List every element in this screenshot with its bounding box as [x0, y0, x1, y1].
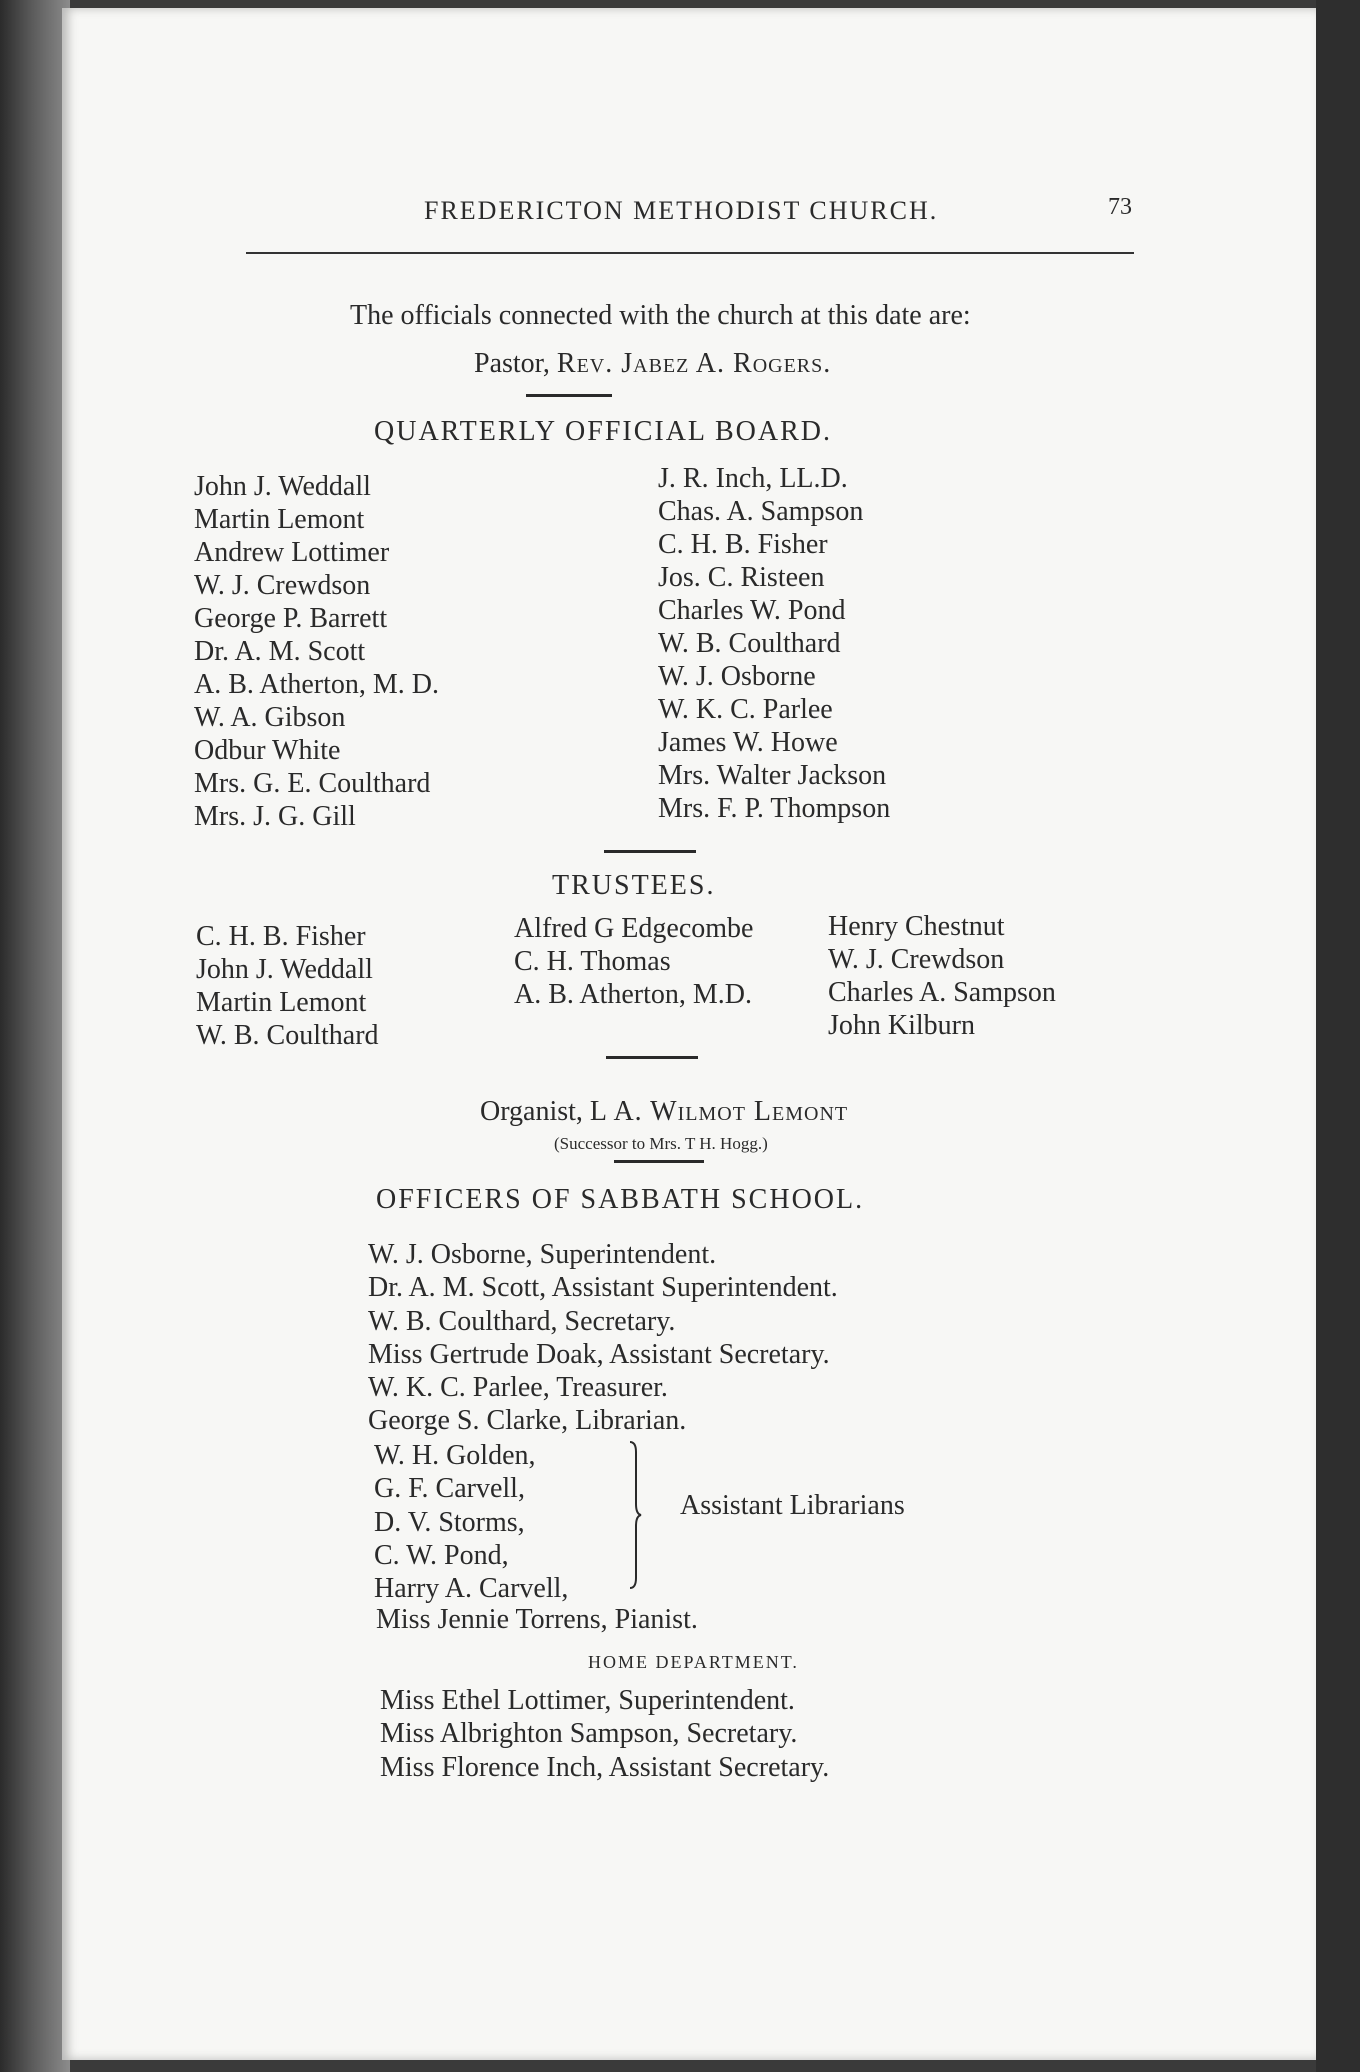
list-item: W. B. Coulthard — [658, 628, 841, 659]
list-item: A. B. Atherton, M. D. — [194, 669, 439, 700]
list-item: Andrew Lottimer — [194, 537, 390, 568]
list-item: Mrs. G. E. Coulthard — [194, 768, 431, 799]
home-department-officers — [380, 1684, 829, 1784]
pastor-label: Pastor, — [474, 348, 550, 379]
header-rule — [246, 252, 1134, 254]
trustees-column-1 — [196, 920, 379, 1052]
list-item: W. J. Crewdson — [194, 570, 371, 601]
scan-right-edge — [1316, 0, 1360, 2072]
organist-label: Organist, — [480, 1096, 583, 1127]
list-item: Miss Gertrude Doak, Assistant Secretary. — [368, 1338, 830, 1370]
list-item: C. H. B. Fisher — [196, 921, 366, 952]
list-item: W. J. Crewdson — [828, 944, 1005, 975]
list-item: George S. Clarke, Librarian. — [368, 1405, 687, 1437]
list-item: Martin Lemont — [194, 504, 365, 535]
list-item: Dr. A. M. Scott, Assistant Superintendent. — [368, 1272, 838, 1304]
list-item: J. R. Inch, LL.D. — [658, 463, 848, 494]
section-divider — [606, 1056, 698, 1059]
list-item: W. H. Golden, — [374, 1440, 536, 1471]
curly-brace-icon — [628, 1440, 642, 1590]
list-item: Alfred G Edgecombe — [514, 913, 754, 944]
list-item: John J. Weddall — [194, 471, 371, 502]
list-item: Chas. A. Sampson — [658, 496, 864, 527]
document-page — [62, 8, 1316, 2060]
list-item: W. J. Osborne — [658, 661, 816, 692]
list-item: Miss Ethel Lottimer, Superintendent. — [380, 1685, 795, 1716]
list-item: G. F. Carvell, — [374, 1473, 525, 1505]
list-item: W. B. Coulthard, Secretary. — [368, 1305, 676, 1337]
pastor-name: Rev. Jabez A. Rogers. — [556, 348, 832, 379]
list-item: D. V. Storms, — [374, 1506, 525, 1538]
list-item: W. B. Coulthard — [196, 1020, 379, 1051]
organist-line — [480, 1096, 848, 1128]
list-item: W. A. Gibson — [194, 702, 346, 733]
list-item: John J. Weddall — [196, 954, 373, 985]
quarterly-board-left-column — [194, 470, 439, 833]
list-item: James W. Howe — [658, 727, 838, 758]
running-header: FREDERICTON METHODIST CHURCH. — [424, 196, 939, 225]
assistant-librarians-label: Assistant Librarians — [680, 1490, 905, 1521]
list-item: Odbur White — [194, 735, 341, 766]
list-item: Miss Albrighton Sampson, Secretary. — [380, 1718, 798, 1750]
list-item: Charles W. Pond — [658, 595, 846, 626]
pianist-line: Miss Jennie Torrens, Pianist. — [376, 1604, 698, 1635]
list-item: Henry Chestnut — [828, 911, 1005, 942]
list-item: John Kilburn — [828, 1010, 975, 1041]
pastor-line — [474, 348, 831, 380]
list-item: W. K. C. Parlee — [658, 694, 833, 725]
scan-binding-shadow — [0, 0, 70, 2072]
list-item: C. H. B. Fisher — [658, 529, 828, 560]
sabbath-school-officers — [368, 1238, 838, 1438]
page-number: 73 — [1108, 194, 1132, 220]
intro-text: The officials connected with the church at this date are: — [350, 300, 971, 331]
list-item: Miss Florence Inch, Assistant Secretary. — [380, 1751, 830, 1783]
organist-note: (Successor to Mrs. T H. Hogg.) — [554, 1134, 768, 1153]
section-divider — [526, 394, 612, 397]
list-item: Jos. C. Risteen — [658, 562, 825, 593]
list-item: Harry A. Carvell, — [374, 1573, 569, 1605]
list-item: Martin Lemont — [196, 987, 367, 1018]
home-department-title: HOME DEPARTMENT. — [588, 1652, 799, 1672]
section-divider — [604, 850, 696, 853]
list-item: C. W. Pond, — [374, 1539, 509, 1571]
sabbath-school-title: OFFICERS OF SABBATH SCHOOL. — [376, 1184, 865, 1215]
assistant-librarians-list — [374, 1439, 568, 1605]
list-item: Charles A. Sampson — [828, 977, 1056, 1008]
trustees-title: TRUSTEES. — [552, 870, 716, 901]
list-item: Mrs. J. G. Gill — [194, 801, 356, 832]
trustees-column-2 — [514, 912, 753, 1011]
list-item: W. K. C. Parlee, Treasurer. — [368, 1372, 668, 1404]
list-item: Mrs. F. P. Thompson — [658, 793, 891, 824]
list-item: W. J. Osborne, Superintendent. — [368, 1239, 717, 1270]
list-item: Dr. A. M. Scott — [194, 636, 366, 667]
quarterly-board-title: QUARTERLY OFFICIAL BOARD. — [374, 416, 833, 447]
section-divider — [614, 1160, 704, 1163]
quarterly-board-right-column — [658, 462, 890, 825]
list-item: George P. Barrett — [194, 603, 388, 634]
organist-name: L A. Wilmot Lemont — [589, 1096, 849, 1127]
list-item: C. H. Thomas — [514, 946, 671, 977]
list-item: A. B. Atherton, M.D. — [514, 979, 752, 1010]
list-item: Mrs. Walter Jackson — [658, 760, 887, 791]
trustees-column-3 — [828, 910, 1056, 1042]
